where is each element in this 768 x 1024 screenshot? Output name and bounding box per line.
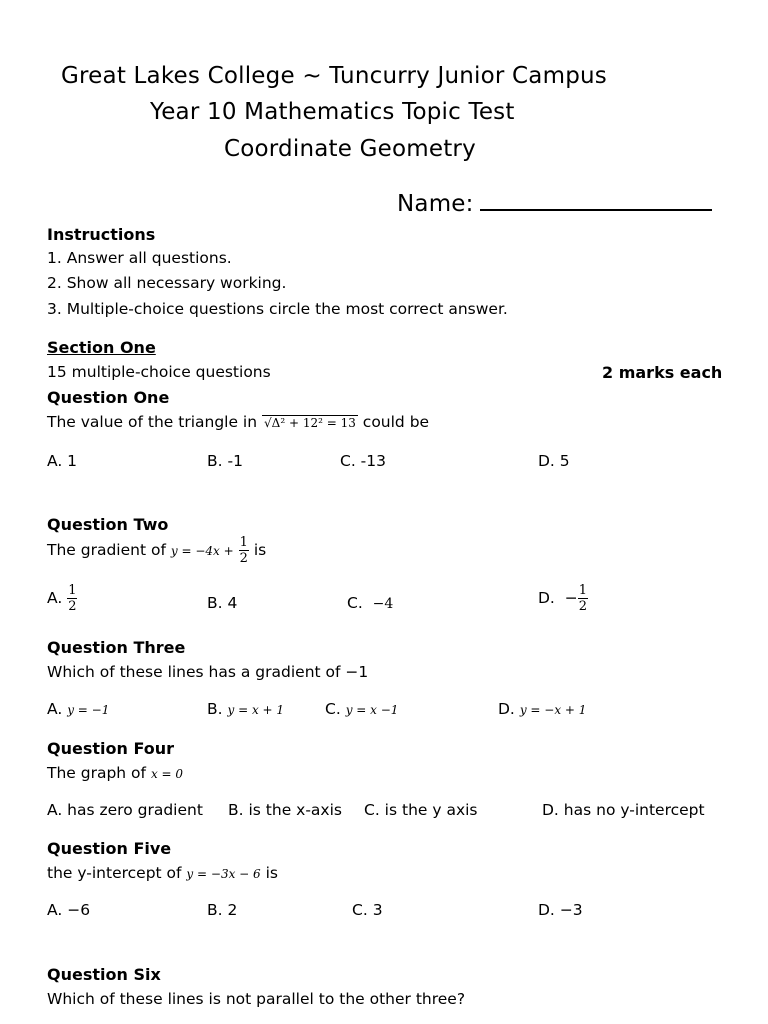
option-b[interactable]: B. -1: [207, 452, 243, 470]
section-description: 15 multiple-choice questions: [47, 363, 271, 381]
header-line-1: Great Lakes College ~ Tuncurry Junior Campus: [61, 63, 607, 89]
question-title: Question Three: [47, 638, 186, 657]
equation: y = −4x +: [170, 544, 234, 558]
option-d[interactable]: D. y = −x + 1: [498, 700, 587, 718]
question-title: Question Four: [47, 739, 175, 758]
instruction-item: 1. Answer all questions.: [47, 249, 232, 267]
question-prompt: [47, 413, 429, 431]
option-c[interactable]: C. −4: [347, 594, 394, 612]
section-marks: 2 marks each: [602, 363, 723, 382]
name-field[interactable]: [397, 189, 712, 217]
question-prompt: Which of these lines has a gradient of −1: [47, 663, 369, 681]
header-line-3: Coordinate Geometry: [224, 136, 476, 162]
prompt-text: could be: [362, 413, 430, 431]
instruction-item: 2. Show all necessary working.: [47, 274, 287, 292]
prompt-text: The gradient of: [47, 541, 166, 559]
option-a[interactable]: A. y = −1: [47, 700, 110, 718]
sqrt-expression: √Δ² + 12² = 13: [264, 416, 356, 430]
option-a[interactable]: A. has zero gradient: [47, 801, 203, 819]
option-c[interactable]: C. y = x −1: [325, 700, 399, 718]
prompt-text: is: [253, 541, 267, 559]
question-prompt: the y-intercept of y = −3x − 6 is: [47, 864, 278, 882]
option-d[interactable]: D. 5: [538, 452, 570, 470]
option-d[interactable]: D. −3: [538, 901, 583, 919]
option-c[interactable]: C. -13: [340, 452, 386, 470]
question-title: Question Two: [47, 515, 169, 534]
fraction: $\frac{1}{2}$: [239, 535, 248, 566]
question-prompt: [47, 536, 266, 565]
option-c[interactable]: C. 3: [352, 901, 383, 919]
option-b[interactable]: B. 2: [207, 901, 238, 919]
name-blank-line[interactable]: [480, 189, 712, 211]
instruction-item: 3. Multiple-choice questions circle the most correct answer.: [47, 300, 508, 318]
question-prompt: The graph of x = 0: [47, 764, 184, 782]
question-title: Question Five: [47, 839, 172, 858]
option-d[interactable]: D. − $\frac{1}{2}$: [538, 583, 588, 614]
header-line-2: Year 10 Mathematics Topic Test: [150, 99, 515, 125]
option-d[interactable]: D. has no y-intercept: [542, 801, 705, 819]
option-a[interactable]: A. 1: [47, 452, 78, 470]
option-a[interactable]: A. $\frac{1}{2}$: [47, 583, 77, 614]
option-c[interactable]: C. is the y axis: [364, 801, 478, 819]
option-b[interactable]: B. 4: [207, 594, 238, 612]
instructions-heading: Instructions: [47, 225, 156, 244]
option-b[interactable]: B. y = x + 1: [207, 700, 285, 718]
prompt-text: The value of the triangle in: [47, 413, 258, 431]
option-b[interactable]: B. is the x-axis: [228, 801, 342, 819]
question-title: Question One: [47, 388, 170, 407]
section-heading: Section One: [47, 338, 156, 357]
name-label: Name:: [397, 191, 474, 217]
question-title: Question Six: [47, 965, 161, 984]
question-prompt: Which of these lines is not parallel to the other three?: [47, 990, 466, 1008]
option-a[interactable]: A. −6: [47, 901, 91, 919]
